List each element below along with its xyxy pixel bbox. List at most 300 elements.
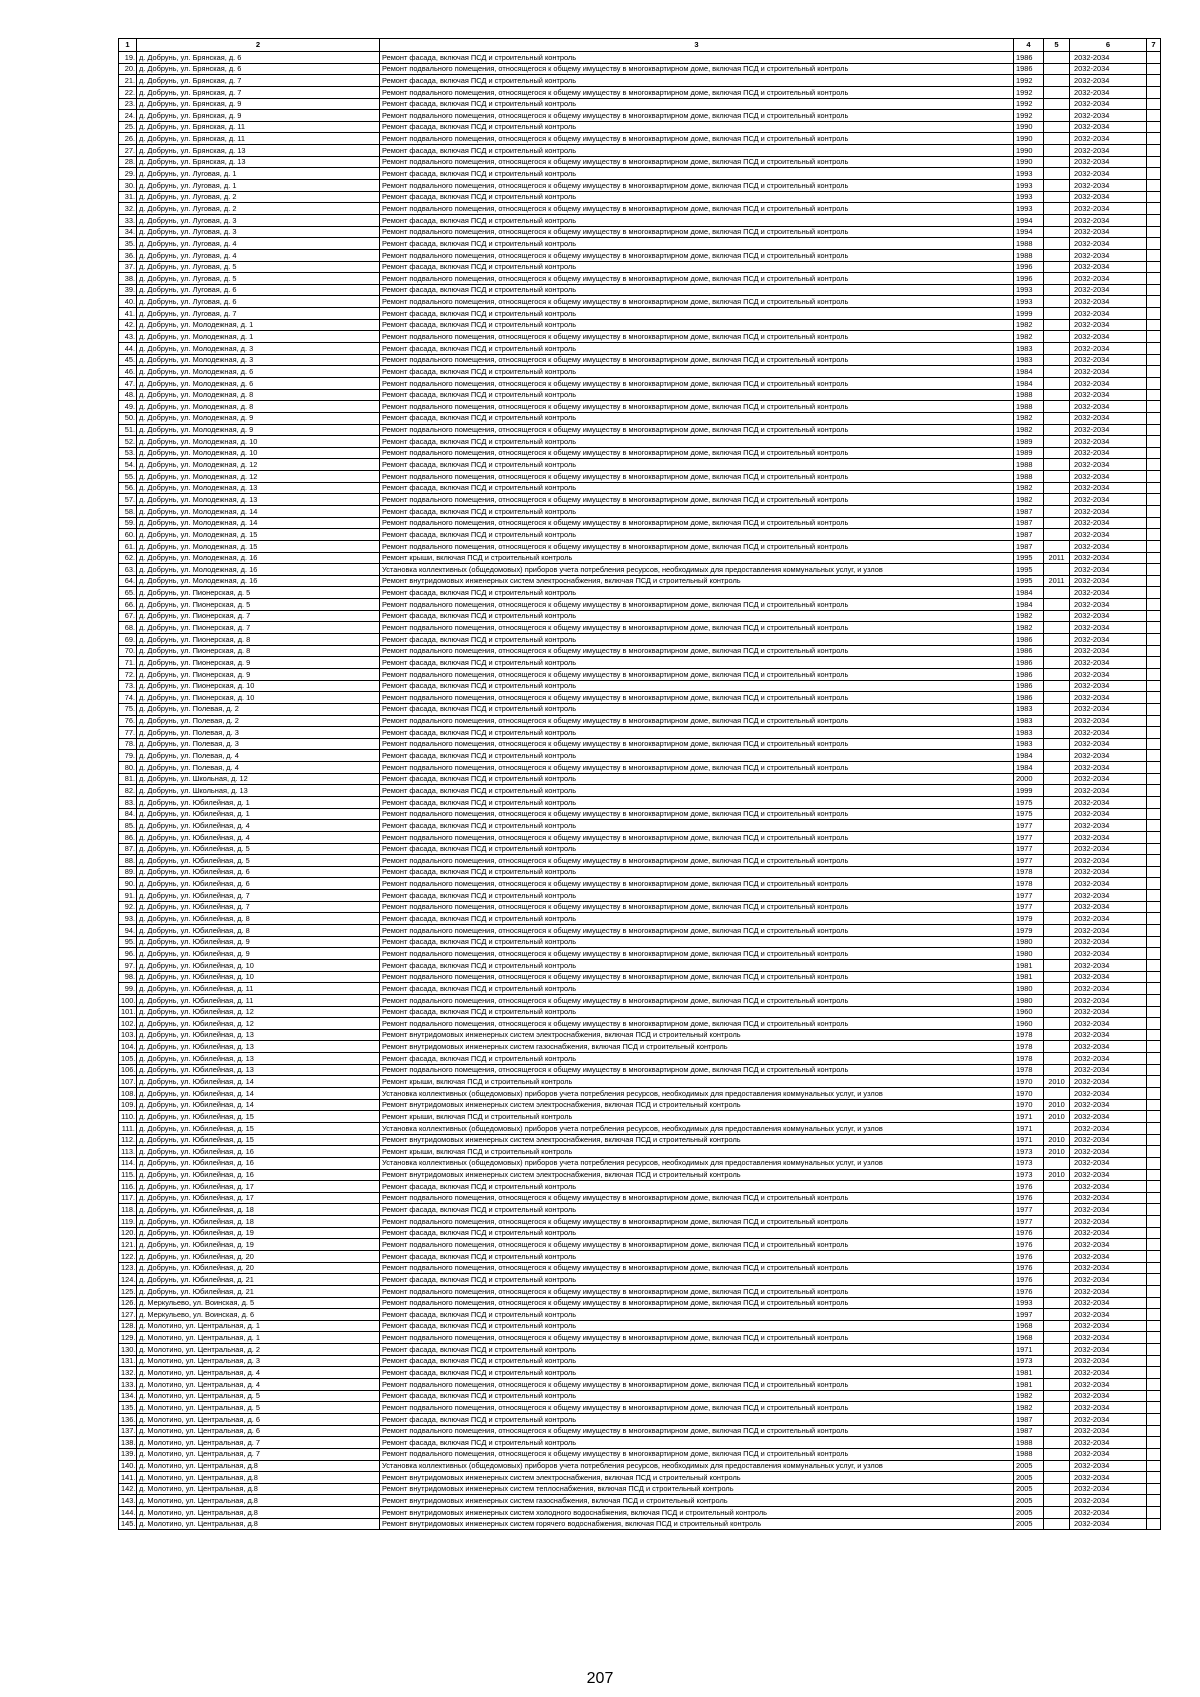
last-repair-year-cell xyxy=(1044,1122,1070,1134)
row-number: 115. xyxy=(119,1169,137,1181)
table-row xyxy=(119,1169,1161,1181)
table-row xyxy=(119,284,1161,296)
extra-cell xyxy=(1147,1285,1161,1297)
work-type-cell: Ремонт подвального помещения, относящегося к общему имуществу в многоквартирном доме, включая ПСД и строительный контроль xyxy=(380,273,1014,285)
year-built-cell: 1976 xyxy=(1014,1192,1044,1204)
year-built-cell: 1980 xyxy=(1014,948,1044,960)
planned-period-cell: 2032-2034 xyxy=(1070,436,1147,448)
address-cell: д. Молотино, ул. Центральная, д. 4 xyxy=(137,1379,380,1391)
work-type-cell: Ремонт фасада, включая ПСД и строительный контроль xyxy=(380,191,1014,203)
last-repair-year-cell xyxy=(1044,471,1070,483)
table-row xyxy=(119,971,1161,983)
address-cell: д. Добрунь, ул. Луговая, д. 7 xyxy=(137,308,380,320)
work-type-cell: Ремонт внутридомовых инженерных систем электроснабжения, включая ПСД и строительный контроль xyxy=(380,1029,1014,1041)
row-number: 91. xyxy=(119,890,137,902)
row-number: 64. xyxy=(119,575,137,587)
planned-period-cell: 2032-2034 xyxy=(1070,1507,1147,1519)
last-repair-year-cell xyxy=(1044,1472,1070,1484)
last-repair-year-cell xyxy=(1044,1495,1070,1507)
row-number: 126. xyxy=(119,1297,137,1309)
extra-cell xyxy=(1147,1122,1161,1134)
year-built-cell: 1986 xyxy=(1014,680,1044,692)
column-header-6: 6 xyxy=(1070,39,1147,52)
column-header-2: 2 xyxy=(137,39,380,52)
address-cell: д. Добрунь, ул. Пионерская, д. 8 xyxy=(137,634,380,646)
address-cell: д. Добрунь, ул. Пионерская, д. 8 xyxy=(137,645,380,657)
address-cell: д. Добрунь, ул. Луговая, д. 1 xyxy=(137,180,380,192)
table-row xyxy=(119,948,1161,960)
work-type-cell: Ремонт фасада, включая ПСД и строительный контроль xyxy=(380,983,1014,995)
last-repair-year-cell xyxy=(1044,1006,1070,1018)
last-repair-year-cell xyxy=(1044,1413,1070,1425)
work-type-cell: Ремонт фасада, включая ПСД и строительный контроль xyxy=(380,308,1014,320)
table-row xyxy=(119,517,1161,529)
work-type-cell: Ремонт фасада, включая ПСД и строительный контроль xyxy=(380,389,1014,401)
year-built-cell: 1987 xyxy=(1014,1425,1044,1437)
planned-period-cell: 2032-2034 xyxy=(1070,890,1147,902)
address-cell: д. Добрунь, ул. Юбилейная, д. 18 xyxy=(137,1216,380,1228)
table-row xyxy=(119,1285,1161,1297)
table-row xyxy=(119,308,1161,320)
planned-period-cell: 2032-2034 xyxy=(1070,797,1147,809)
year-built-cell: 1993 xyxy=(1014,1297,1044,1309)
address-cell: д. Молотино, ул. Центральная, д. 1 xyxy=(137,1320,380,1332)
year-built-cell: 1999 xyxy=(1014,785,1044,797)
year-built-cell: 1986 xyxy=(1014,634,1044,646)
work-type-cell: Ремонт фасада, включая ПСД и строительный контроль xyxy=(380,1250,1014,1262)
extra-cell xyxy=(1147,1227,1161,1239)
last-repair-year-cell xyxy=(1044,308,1070,320)
row-number: 34. xyxy=(119,226,137,238)
last-repair-year-cell xyxy=(1044,703,1070,715)
last-repair-year-cell: 2010 xyxy=(1044,1099,1070,1111)
row-number: 43. xyxy=(119,331,137,343)
year-built-cell: 1986 xyxy=(1014,52,1044,64)
work-type-cell: Ремонт подвального помещения, относящегося к общему имуществу в многоквартирном доме, включая ПСД и строительный контроль xyxy=(380,86,1014,98)
last-repair-year-cell xyxy=(1044,1379,1070,1391)
table-row xyxy=(119,1437,1161,1449)
work-type-cell: Ремонт подвального помещения, относящегося к общему имуществу в многоквартирном доме, включая ПСД и строительный контроль xyxy=(380,901,1014,913)
year-built-cell: 2005 xyxy=(1014,1507,1044,1519)
address-cell: д. Добрунь, ул. Луговая, д. 6 xyxy=(137,296,380,308)
extra-cell xyxy=(1147,971,1161,983)
planned-period-cell: 2032-2034 xyxy=(1070,1437,1147,1449)
year-built-cell: 1999 xyxy=(1014,308,1044,320)
table-row xyxy=(119,63,1161,75)
planned-period-cell: 2032-2034 xyxy=(1070,110,1147,122)
extra-cell xyxy=(1147,540,1161,552)
address-cell: д. Добрунь, ул. Юбилейная, д. 12 xyxy=(137,1018,380,1030)
address-cell: д. Добрунь, ул. Юбилейная, д. 18 xyxy=(137,1204,380,1216)
last-repair-year-cell xyxy=(1044,377,1070,389)
table-row xyxy=(119,668,1161,680)
table-row xyxy=(119,983,1161,995)
row-number: 65. xyxy=(119,587,137,599)
row-number: 21. xyxy=(119,75,137,87)
row-number: 47. xyxy=(119,377,137,389)
table-row xyxy=(119,1309,1161,1321)
year-built-cell: 1977 xyxy=(1014,820,1044,832)
work-type-cell: Ремонт фасада, включая ПСД и строительный контроль xyxy=(380,284,1014,296)
address-cell: д. Молотино, ул. Центральная, д. 5 xyxy=(137,1402,380,1414)
row-number: 80. xyxy=(119,762,137,774)
row-number: 23. xyxy=(119,98,137,110)
row-number: 118. xyxy=(119,1204,137,1216)
address-cell: д. Добрунь, ул. Юбилейная, д. 11 xyxy=(137,994,380,1006)
last-repair-year-cell xyxy=(1044,110,1070,122)
year-built-cell: 2005 xyxy=(1014,1495,1044,1507)
work-type-cell: Ремонт фасада, включая ПСД и строительный контроль xyxy=(380,657,1014,669)
extra-cell xyxy=(1147,1402,1161,1414)
work-type-cell: Ремонт подвального помещения, относящегося к общему имуществу в многоквартирном доме, включая ПСД и строительный контроль xyxy=(380,331,1014,343)
extra-cell xyxy=(1147,1053,1161,1065)
extra-cell xyxy=(1147,1216,1161,1228)
extra-cell xyxy=(1147,180,1161,192)
row-number: 133. xyxy=(119,1379,137,1391)
address-cell: д. Добрунь, ул. Луговая, д. 5 xyxy=(137,273,380,285)
address-cell: д. Молотино, ул. Центральная, д. 4 xyxy=(137,1367,380,1379)
last-repair-year-cell xyxy=(1044,1437,1070,1449)
last-repair-year-cell xyxy=(1044,249,1070,261)
address-cell: д. Добрунь, ул. Юбилейная, д. 15 xyxy=(137,1111,380,1123)
last-repair-year-cell xyxy=(1044,75,1070,87)
row-number: 44. xyxy=(119,343,137,355)
work-type-cell: Установка коллективных (общедомовых) приборов учета потребления ресурсов, необходимых для предоставления коммунальных услуг, и узлов xyxy=(380,564,1014,576)
row-number: 120. xyxy=(119,1227,137,1239)
work-type-cell: Ремонт подвального помещения, относящегося к общему имуществу в многоквартирном доме, включая ПСД и строительный контроль xyxy=(380,494,1014,506)
last-repair-year-cell xyxy=(1044,436,1070,448)
row-number: 68. xyxy=(119,622,137,634)
table-row xyxy=(119,692,1161,704)
table-row xyxy=(119,1518,1161,1530)
table-row xyxy=(119,994,1161,1006)
table-row xyxy=(119,855,1161,867)
work-type-cell: Ремонт подвального помещения, относящегося к общему имуществу в многоквартирном доме, включая ПСД и строительный контроль xyxy=(380,296,1014,308)
table-row xyxy=(119,1146,1161,1158)
planned-period-cell: 2032-2034 xyxy=(1070,412,1147,424)
address-cell: д. Добрунь, ул. Молодежная, д. 1 xyxy=(137,319,380,331)
work-type-cell: Ремонт подвального помещения, относящегося к общему имуществу в многоквартирном доме, включая ПСД и строительный контроль xyxy=(380,517,1014,529)
last-repair-year-cell xyxy=(1044,156,1070,168)
last-repair-year-cell xyxy=(1044,587,1070,599)
planned-period-cell: 2032-2034 xyxy=(1070,1309,1147,1321)
row-number: 100. xyxy=(119,994,137,1006)
address-cell: д. Добрунь, ул. Молодежная, д. 12 xyxy=(137,471,380,483)
table-row xyxy=(119,1483,1161,1495)
work-type-cell: Ремонт фасада, включая ПСД и строительный контроль xyxy=(380,1309,1014,1321)
row-number: 31. xyxy=(119,191,137,203)
planned-period-cell: 2032-2034 xyxy=(1070,343,1147,355)
last-repair-year-cell xyxy=(1044,564,1070,576)
extra-cell xyxy=(1147,878,1161,890)
extra-cell xyxy=(1147,1099,1161,1111)
table-row xyxy=(119,645,1161,657)
row-number: 52. xyxy=(119,436,137,448)
last-repair-year-cell xyxy=(1044,1041,1070,1053)
address-cell: д. Добрунь, ул. Брянская, д. 6 xyxy=(137,52,380,64)
work-type-cell: Ремонт фасада, включая ПСД и строительный контроль xyxy=(380,820,1014,832)
last-repair-year-cell xyxy=(1044,715,1070,727)
extra-cell xyxy=(1147,1181,1161,1193)
extra-cell xyxy=(1147,1204,1161,1216)
address-cell: д. Добрунь, ул. Пионерская, д. 9 xyxy=(137,668,380,680)
last-repair-year-cell xyxy=(1044,727,1070,739)
work-type-cell: Ремонт фасада, включая ПСД и строительный контроль xyxy=(380,680,1014,692)
extra-cell xyxy=(1147,1309,1161,1321)
work-type-cell: Ремонт подвального помещения, относящегося к общему имуществу в многоквартирном доме, включая ПСД и строительный контроль xyxy=(380,424,1014,436)
planned-period-cell: 2032-2034 xyxy=(1070,226,1147,238)
last-repair-year-cell xyxy=(1044,1320,1070,1332)
year-built-cell: 1970 xyxy=(1014,1099,1044,1111)
last-repair-year-cell xyxy=(1044,1029,1070,1041)
table-row xyxy=(119,343,1161,355)
table-row xyxy=(119,634,1161,646)
address-cell: д. Добрунь, ул. Юбилейная, д. 10 xyxy=(137,971,380,983)
row-number: 32. xyxy=(119,203,137,215)
year-built-cell: 1977 xyxy=(1014,855,1044,867)
last-repair-year-cell xyxy=(1044,86,1070,98)
extra-cell xyxy=(1147,226,1161,238)
extra-cell xyxy=(1147,191,1161,203)
row-number: 130. xyxy=(119,1344,137,1356)
year-built-cell: 1996 xyxy=(1014,261,1044,273)
table-row xyxy=(119,1367,1161,1379)
extra-cell xyxy=(1147,959,1161,971)
last-repair-year-cell xyxy=(1044,1483,1070,1495)
address-cell: д. Молотино, ул. Центральная, д. 6 xyxy=(137,1413,380,1425)
column-header-1: 1 xyxy=(119,39,137,52)
address-cell: д. Добрунь, ул. Молодежная, д. 14 xyxy=(137,517,380,529)
work-type-cell: Ремонт фасада, включая ПСД и строительный контроль xyxy=(380,866,1014,878)
work-type-cell: Ремонт подвального помещения, относящегося к общему имуществу в многоквартирном доме, включая ПСД и строительный контроль xyxy=(380,1216,1014,1228)
last-repair-year-cell xyxy=(1044,482,1070,494)
address-cell: д. Добрунь, ул. Юбилейная, д. 20 xyxy=(137,1250,380,1262)
last-repair-year-cell xyxy=(1044,994,1070,1006)
row-number: 79. xyxy=(119,750,137,762)
row-number: 73. xyxy=(119,680,137,692)
table-row xyxy=(119,494,1161,506)
row-number: 85. xyxy=(119,820,137,832)
address-cell: д. Добрунь, ул. Юбилейная, д. 14 xyxy=(137,1088,380,1100)
work-type-cell: Ремонт внутридомовых инженерных систем холодного водоснабжения, включая ПСД и строительный контроль xyxy=(380,1507,1014,1519)
work-type-cell: Ремонт подвального помещения, относящегося к общему имуществу в многоквартирном доме, включая ПСД и строительный контроль xyxy=(380,925,1014,937)
table-row xyxy=(119,1181,1161,1193)
table-row xyxy=(119,214,1161,226)
planned-period-cell: 2032-2034 xyxy=(1070,971,1147,983)
extra-cell xyxy=(1147,1076,1161,1088)
row-number: 88. xyxy=(119,855,137,867)
extra-cell xyxy=(1147,296,1161,308)
year-built-cell: 1982 xyxy=(1014,319,1044,331)
year-built-cell: 1986 xyxy=(1014,657,1044,669)
table-row xyxy=(119,785,1161,797)
last-repair-year-cell xyxy=(1044,273,1070,285)
planned-period-cell: 2032-2034 xyxy=(1070,261,1147,273)
table-row xyxy=(119,610,1161,622)
work-type-cell: Ремонт подвального помещения, относящегося к общему имуществу в многоквартирном доме, включая ПСД и строительный контроль xyxy=(380,1332,1014,1344)
table-row xyxy=(119,738,1161,750)
planned-period-cell: 2032-2034 xyxy=(1070,575,1147,587)
row-number: 137. xyxy=(119,1425,137,1437)
table-row xyxy=(119,98,1161,110)
last-repair-year-cell xyxy=(1044,203,1070,215)
address-cell: д. Добрунь, ул. Пионерская, д. 5 xyxy=(137,599,380,611)
last-repair-year-cell: 2010 xyxy=(1044,1111,1070,1123)
table-row xyxy=(119,459,1161,471)
last-repair-year-cell xyxy=(1044,645,1070,657)
year-built-cell: 2000 xyxy=(1014,773,1044,785)
last-repair-year-cell xyxy=(1044,622,1070,634)
extra-cell xyxy=(1147,1239,1161,1251)
year-built-cell: 1992 xyxy=(1014,98,1044,110)
address-cell: д. Добрунь, ул. Юбилейная, д. 15 xyxy=(137,1134,380,1146)
table-row xyxy=(119,529,1161,541)
last-repair-year-cell xyxy=(1044,634,1070,646)
row-number: 111. xyxy=(119,1122,137,1134)
address-cell: д. Добрунь, ул. Луговая, д. 4 xyxy=(137,249,380,261)
extra-cell xyxy=(1147,1297,1161,1309)
planned-period-cell: 2032-2034 xyxy=(1070,1355,1147,1367)
table-row xyxy=(119,1344,1161,1356)
row-number: 66. xyxy=(119,599,137,611)
last-repair-year-cell xyxy=(1044,948,1070,960)
planned-period-cell: 2032-2034 xyxy=(1070,191,1147,203)
row-number: 59. xyxy=(119,517,137,529)
year-built-cell: 1997 xyxy=(1014,1309,1044,1321)
planned-period-cell: 2032-2034 xyxy=(1070,1216,1147,1228)
table-row xyxy=(119,773,1161,785)
planned-period-cell: 2032-2034 xyxy=(1070,668,1147,680)
address-cell: д. Добрунь, ул. Полевая, д. 3 xyxy=(137,738,380,750)
last-repair-year-cell xyxy=(1044,657,1070,669)
year-built-cell: 1982 xyxy=(1014,331,1044,343)
last-repair-year-cell xyxy=(1044,820,1070,832)
planned-period-cell: 2032-2034 xyxy=(1070,482,1147,494)
planned-period-cell: 2032-2034 xyxy=(1070,331,1147,343)
address-cell: д. Добрунь, ул. Юбилейная, д. 16 xyxy=(137,1169,380,1181)
planned-period-cell: 2032-2034 xyxy=(1070,645,1147,657)
address-cell: д. Добрунь, ул. Молодежная, д. 1 xyxy=(137,331,380,343)
table-row xyxy=(119,75,1161,87)
row-number: 101. xyxy=(119,1006,137,1018)
row-number: 28. xyxy=(119,156,137,168)
work-type-cell: Ремонт крыши, включая ПСД и строительный контроль xyxy=(380,1146,1014,1158)
year-built-cell: 1977 xyxy=(1014,1204,1044,1216)
planned-period-cell: 2032-2034 xyxy=(1070,1111,1147,1123)
work-type-cell: Ремонт фасада, включая ПСД и строительный контроль xyxy=(380,98,1014,110)
table-row xyxy=(119,831,1161,843)
work-type-cell: Ремонт подвального помещения, относящегося к общему имуществу в многоквартирном доме, включая ПСД и строительный контроль xyxy=(380,540,1014,552)
row-number: 135. xyxy=(119,1402,137,1414)
year-built-cell: 1960 xyxy=(1014,1018,1044,1030)
extra-cell xyxy=(1147,1169,1161,1181)
planned-period-cell: 2032-2034 xyxy=(1070,1134,1147,1146)
year-built-cell: 1975 xyxy=(1014,797,1044,809)
year-built-cell: 2005 xyxy=(1014,1518,1044,1530)
row-number: 87. xyxy=(119,843,137,855)
planned-period-cell: 2032-2034 xyxy=(1070,401,1147,413)
table-row xyxy=(119,1192,1161,1204)
row-number: 48. xyxy=(119,389,137,401)
address-cell: д. Добрунь, ул. Юбилейная, д. 4 xyxy=(137,820,380,832)
year-built-cell: 1993 xyxy=(1014,284,1044,296)
extra-cell xyxy=(1147,1472,1161,1484)
last-repair-year-cell xyxy=(1044,925,1070,937)
table-row xyxy=(119,1355,1161,1367)
work-type-cell: Ремонт крыши, включая ПСД и строительный контроль xyxy=(380,1111,1014,1123)
address-cell: д. Добрунь, ул. Юбилейная, д. 6 xyxy=(137,866,380,878)
extra-cell xyxy=(1147,319,1161,331)
work-type-cell: Ремонт фасада, включая ПСД и строительный контроль xyxy=(380,1320,1014,1332)
planned-period-cell: 2032-2034 xyxy=(1070,1018,1147,1030)
year-built-cell: 1984 xyxy=(1014,366,1044,378)
address-cell: д. Добрунь, ул. Луговая, д. 3 xyxy=(137,214,380,226)
last-repair-year-cell xyxy=(1044,261,1070,273)
row-number: 62. xyxy=(119,552,137,564)
work-type-cell: Ремонт подвального помещения, относящегося к общему имуществу в многоквартирном доме, включая ПСД и строительный контроль xyxy=(380,249,1014,261)
extra-cell xyxy=(1147,482,1161,494)
address-cell: д. Добрунь, ул. Брянская, д. 11 xyxy=(137,133,380,145)
work-type-cell: Ремонт фасада, включая ПСД и строительный контроль xyxy=(380,343,1014,355)
year-built-cell: 1982 xyxy=(1014,494,1044,506)
last-repair-year-cell xyxy=(1044,878,1070,890)
extra-cell xyxy=(1147,1064,1161,1076)
work-type-cell: Ремонт фасада, включая ПСД и строительный контроль xyxy=(380,1437,1014,1449)
year-built-cell: 1978 xyxy=(1014,1053,1044,1065)
work-type-cell: Ремонт фасада, включая ПСД и строительный контроль xyxy=(380,436,1014,448)
address-cell: д. Меркульево, ул. Воинская, д. 6 xyxy=(137,1309,380,1321)
planned-period-cell: 2032-2034 xyxy=(1070,471,1147,483)
table-row xyxy=(119,680,1161,692)
last-repair-year-cell xyxy=(1044,1448,1070,1460)
row-number: 19. xyxy=(119,52,137,64)
last-repair-year-cell xyxy=(1044,983,1070,995)
work-type-cell: Ремонт фасада, включая ПСД и строительный контроль xyxy=(380,703,1014,715)
year-built-cell: 1988 xyxy=(1014,1437,1044,1449)
year-built-cell: 1989 xyxy=(1014,447,1044,459)
row-number: 83. xyxy=(119,797,137,809)
work-type-cell: Ремонт фасада, включая ПСД и строительный контроль xyxy=(380,319,1014,331)
work-type-cell: Ремонт подвального помещения, относящегося к общему имуществу в многоквартирном доме, включая ПСД и строительный контроль xyxy=(380,226,1014,238)
planned-period-cell: 2032-2034 xyxy=(1070,727,1147,739)
planned-period-cell: 2032-2034 xyxy=(1070,1250,1147,1262)
table-row xyxy=(119,133,1161,145)
address-cell: д. Молотино, ул. Центральная, д.8 xyxy=(137,1472,380,1484)
work-type-cell: Ремонт внутридомовых инженерных систем электроснабжения, включая ПСД и строительный контроль xyxy=(380,1099,1014,1111)
address-cell: д. Добрунь, ул. Брянская, д. 9 xyxy=(137,110,380,122)
work-type-cell: Ремонт фасада, включая ПСД и строительный контроль xyxy=(380,1204,1014,1216)
year-built-cell: 1978 xyxy=(1014,1029,1044,1041)
year-built-cell: 1979 xyxy=(1014,913,1044,925)
row-number: 61. xyxy=(119,540,137,552)
row-number: 77. xyxy=(119,727,137,739)
work-type-cell: Ремонт внутридомовых инженерных систем газоснабжения, включая ПСД и строительный контроль xyxy=(380,1495,1014,1507)
planned-period-cell: 2032-2034 xyxy=(1070,529,1147,541)
table-row xyxy=(119,261,1161,273)
last-repair-year-cell xyxy=(1044,52,1070,64)
planned-period-cell: 2032-2034 xyxy=(1070,424,1147,436)
address-cell: д. Добрунь, ул. Юбилейная, д. 9 xyxy=(137,936,380,948)
row-number: 45. xyxy=(119,354,137,366)
work-type-cell: Ремонт внутридомовых инженерных систем электроснабжения, включая ПСД и строительный контроль xyxy=(380,1134,1014,1146)
last-repair-year-cell xyxy=(1044,1250,1070,1262)
last-repair-year-cell xyxy=(1044,762,1070,774)
address-cell: д. Добрунь, ул. Юбилейная, д. 13 xyxy=(137,1041,380,1053)
year-built-cell: 1976 xyxy=(1014,1227,1044,1239)
planned-period-cell: 2032-2034 xyxy=(1070,238,1147,250)
address-cell: д. Добрунь, ул. Молодежная, д. 13 xyxy=(137,482,380,494)
extra-cell xyxy=(1147,1507,1161,1519)
